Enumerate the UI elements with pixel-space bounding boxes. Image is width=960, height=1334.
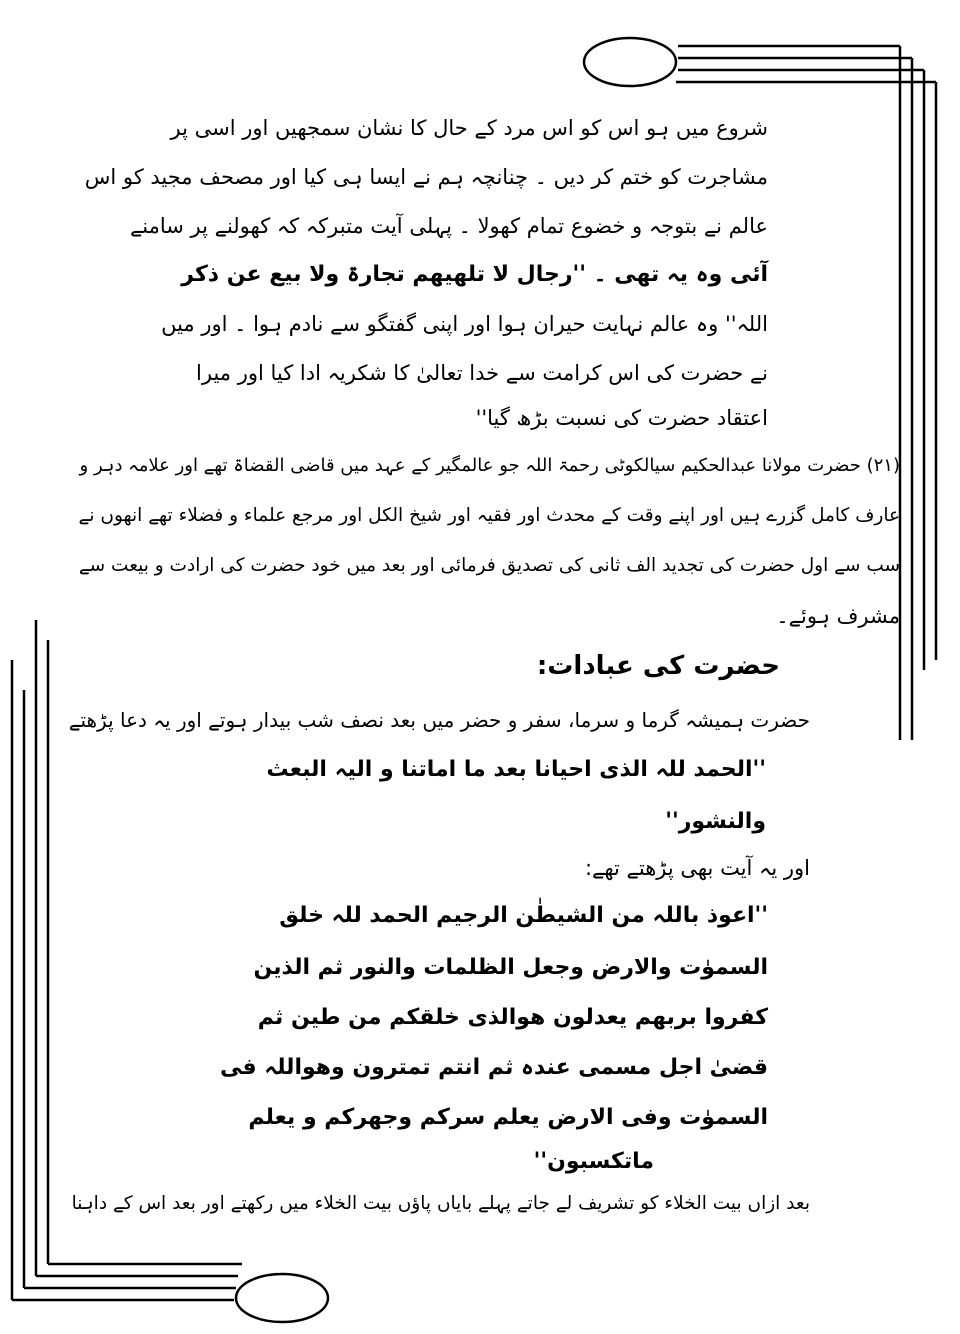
ayat-line: کفروا بربھم یعدلون ھوالذی خلقکم من طین ثم bbox=[257, 1005, 768, 1030]
ayat-line: ''اعوذ باللہ من الشیطٰن الرجیم الحمد للہ خلق bbox=[279, 903, 768, 928]
paragraph-21-line: سب سے اول حضرت کی تجدید الف ثانی کی تصدیق فرمائی اور بعد میں خود حضرت کی ارادت و بیعت سے bbox=[78, 555, 900, 576]
intro-line: آئی وہ یہ تھی ۔ ''رجال لا تلھیھم تجارۃ ولا بیع عن ذکر bbox=[181, 262, 768, 287]
ayat-intro: اور یہ آیت بھی پڑھتے تھے: bbox=[584, 856, 810, 880]
paragraph-21-line: عارف کامل گزرے ہیں اور اپنے وقت کے محدث اور فقیہ اور شیخ الکل اور مرجع علماء و فضلاء تھے انھوں نے bbox=[78, 505, 900, 526]
bottom-oval-ornament bbox=[236, 1274, 328, 1322]
intro-line: نے حضرت کی اس کرامت سے خدا تعالیٰ کا شکریہ ادا کیا اور میرا bbox=[196, 361, 768, 385]
section-heading: حضرت کی عبادات: bbox=[536, 651, 780, 681]
paragraph-21-line: مشرف ہوئے۔ bbox=[776, 604, 900, 628]
intro-line: عالم نے بتوجہ و خضوع تمام کھولا ۔ پہلی آیت متبرکہ کہ کھولنے پر سامنے bbox=[129, 214, 768, 238]
ayat-line: ماتکسبون'' bbox=[533, 1149, 654, 1174]
closing-line: بعد ازاں بیت الخلاء کو تشریف لے جاتے پہلے بایاں پاؤں بیت الخلاء میں رکھتے اور بعد اس کے داہنا bbox=[71, 1193, 810, 1214]
dua-line: والنشور'' bbox=[665, 809, 766, 834]
dua-line: ''الحمد للہ الذی احیانا بعد ما اماتنا و الیہ البعث bbox=[266, 757, 766, 782]
ayat-line: قضیٰ اجل مسمی عندہ ثم انتم تمترون وھواللہ فی bbox=[219, 1055, 768, 1080]
intro-line: اعتقاد حضرت کی نسبت بڑھ گیا'' bbox=[475, 406, 768, 430]
ibadat-intro: حضرت ہمیشہ گرما و سرما، سفر و حضر میں بعد نصف شب بیدار ہوتے اور یہ دعا پڑھتے bbox=[68, 708, 810, 732]
intro-line: شروع میں ہو اس کو اس مرد کے حال کا نشان سمجھیں اور اسی پر bbox=[170, 116, 768, 140]
ayat-line: السموٰت وفی الارض یعلم سرکم وجھرکم و یعلم bbox=[248, 1105, 768, 1130]
ayat-line: السموٰت والارض وجعل الظلمات والنور ثم الذین bbox=[253, 955, 768, 980]
intro-line: اللہ'' وہ عالم نہایت حیران ہوا اور اپنی گفتگو سے نادم ہوا ۔ اور میں bbox=[161, 312, 768, 336]
intro-line: مشاجرت کو ختم کر دیں ۔ چنانچہ ہم نے ایسا ہی کیا اور مصحف مجید کو اس bbox=[84, 165, 768, 189]
paragraph-21-line: (۲۱) حضرت مولانا عبدالحکیم سیالکوٹی رحمۃ اللہ جو عالمگیر کے عہد میں قاضی القضاۃ تھے اور علامہ دہر و bbox=[79, 455, 900, 476]
top-oval-ornament bbox=[584, 38, 676, 86]
